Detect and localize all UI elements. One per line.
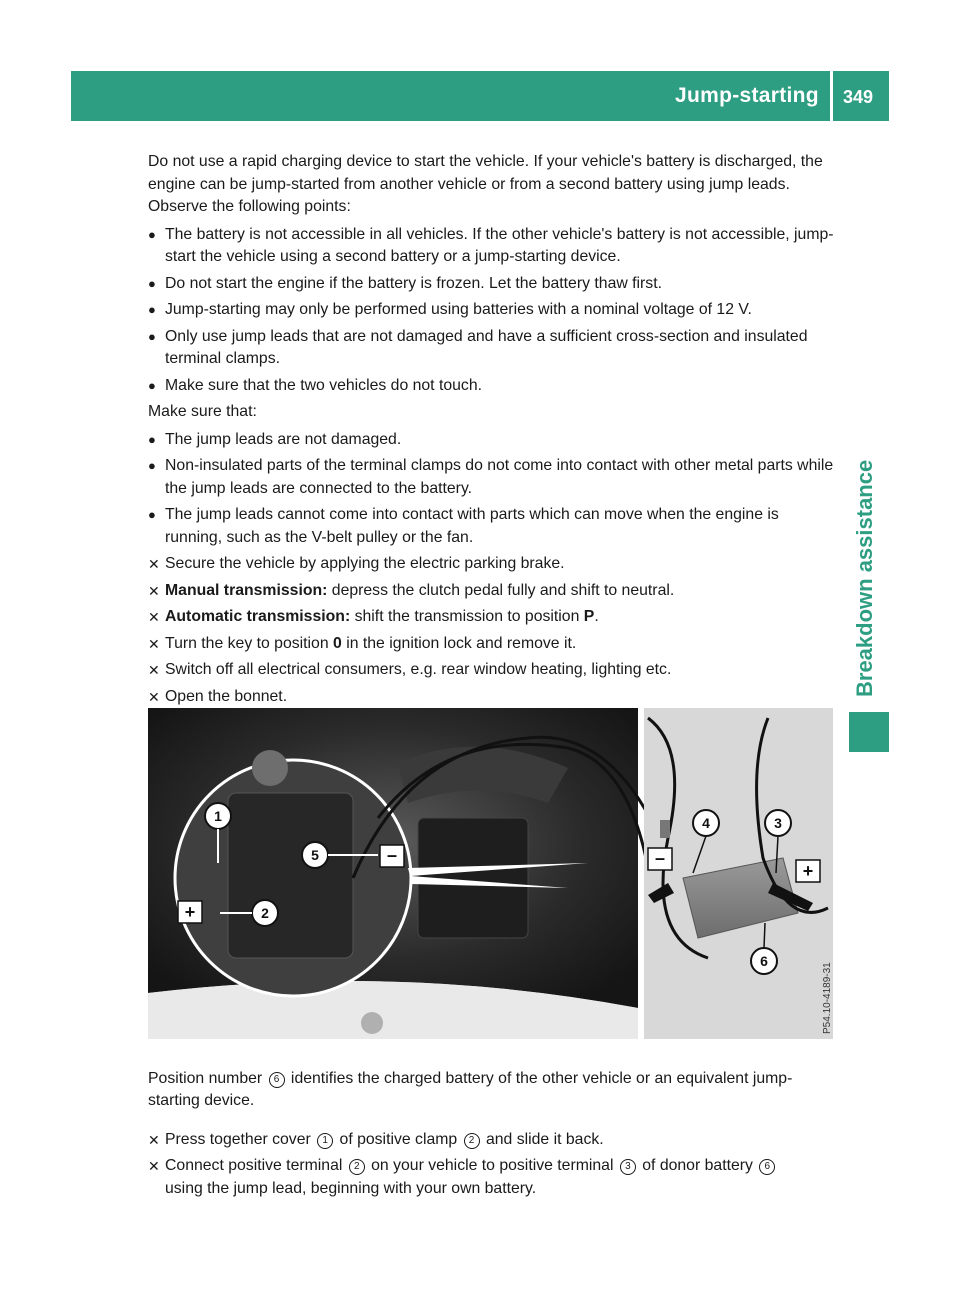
side-section-label: Breakdown assistance <box>852 459 877 697</box>
action-marker: ✕ <box>148 1158 160 1175</box>
list-item: ● The jump leads are not damaged. <box>148 429 838 452</box>
page-number: 349 <box>843 87 874 107</box>
svg-text:6: 6 <box>760 953 768 969</box>
svg-text:+: + <box>802 861 814 881</box>
action-step: ✕ Manual transmission: depress the clutch pedal fully and shift to neutral. <box>148 580 838 603</box>
svg-text:1: 1 <box>214 808 222 824</box>
svg-text:5: 5 <box>311 847 319 863</box>
make-sure-paragraph: Make sure that: <box>148 403 257 420</box>
figure-code: P54.10-4189-31 <box>822 962 833 1034</box>
action-marker: ✕ <box>148 582 160 599</box>
action-step: ✕ Press together cover 1 of positive clamp 2 and slide it back. <box>148 1129 838 1152</box>
action-marker: ✕ <box>148 609 160 625</box>
page-header-title: Jump-starting <box>675 84 819 107</box>
illustration-svg <box>148 708 833 1039</box>
list-item: ● Make sure that the two vehicles do not touch. <box>148 375 838 398</box>
action-step: ✕ Switch off all electrical consumers, e.g. rear window heating, lighting etc. <box>148 659 838 682</box>
emblem <box>361 1012 383 1034</box>
action-list <box>148 553 838 708</box>
side-tab-marker <box>849 712 889 752</box>
list-item: ● The jump leads cannot come into contact with parts which can move when the engine is running, such as the V-belt pulley or the fan. <box>148 506 779 546</box>
lead-clip <box>660 820 670 838</box>
minus-terminal-label-right <box>648 848 672 870</box>
list-item: ● Non-insulated parts of the terminal clamps do not come into contact with other metal parts while the jump leads are connected to the battery. <box>148 457 834 497</box>
svg-text:+: + <box>184 902 196 922</box>
side-section-label-wrapper <box>852 459 880 697</box>
action-marker: ✕ <box>148 662 160 678</box>
bullet-marker: ● <box>148 328 156 344</box>
bullet-marker: ● <box>148 377 156 393</box>
action-step: ✕ Secure the vehicle by applying the electric parking brake. <box>148 553 838 576</box>
svg-text:4: 4 <box>702 815 710 831</box>
callout-ref-2: 2 <box>464 1133 480 1149</box>
action-marker: ✕ <box>148 1131 160 1148</box>
bullet-marker: ● <box>148 458 156 473</box>
action-marker: ✕ <box>148 688 160 705</box>
callout-ref-6: 6 <box>269 1072 285 1088</box>
bullet-marker: ● <box>148 302 156 317</box>
callout-ref-2: 2 <box>349 1159 365 1175</box>
action-marker: ✕ <box>148 635 160 652</box>
svg-text:–: – <box>386 845 398 865</box>
callout-ref-3: 3 <box>620 1159 636 1175</box>
action-step: ✕ Open the bonnet. <box>148 686 838 709</box>
callout-ref-6: 6 <box>759 1159 775 1175</box>
bullet-list-1 <box>148 224 838 398</box>
list-item: ● Do not start the engine if the battery is frozen. Let the battery thaw first. <box>148 273 838 296</box>
action-marker: ✕ <box>148 556 160 572</box>
action-step: ✕ Turn the key to position 0 in the ignition lock and remove it. <box>148 633 838 656</box>
callout-ref-1: 1 <box>317 1133 333 1149</box>
plus-terminal-label-left <box>178 901 202 923</box>
action-step: ✕ Automatic transmission: shift the transmission to position P. <box>148 606 838 629</box>
svg-text:–: – <box>654 848 666 868</box>
bullet-list-2 <box>148 429 838 550</box>
bullet-marker: ● <box>148 275 156 291</box>
list-item: ● The battery is not accessible in all vehicles. If the other vehicle's battery is not accessible, jump-start the vehicle using a second battery or a jump-starting device. <box>148 225 834 265</box>
svg-text:3: 3 <box>774 815 782 831</box>
list-item: ● Jump-starting may only be performed using batteries with a nominal voltage of 12 V. <box>148 299 838 322</box>
list-item: ● Only use jump leads that are not damaged and have a sufficient cross-section and insulated terminal clamps. <box>148 327 808 367</box>
svg-text:2: 2 <box>261 905 269 921</box>
bullet-marker: ● <box>148 431 156 447</box>
bullet-marker: ● <box>148 507 156 522</box>
bullet-marker: ● <box>148 226 156 242</box>
jump-start-illustration <box>148 708 833 1039</box>
action-step: ✕ Connect positive terminal 2 on your vehicle to positive terminal 3 of donor battery 6 using the jump lead, beginning with your own battery. <box>148 1155 838 1200</box>
header-separator <box>830 71 833 121</box>
position-paragraph: Position number 6 identifies the charged battery of the other vehicle or an equivalent jump-starting device. <box>148 1069 793 1110</box>
post-figure-content <box>148 1052 838 1204</box>
strut-top <box>252 750 288 786</box>
minus-terminal-label-left <box>380 845 404 867</box>
intro-paragraph: Do not use a rapid charging device to start the vehicle. If your vehicle's battery is discharged, the engine can be jump-started from another vehicle or from a second battery using jump leads. Observe the following points: <box>148 153 823 215</box>
battery-cover <box>228 793 353 958</box>
plus-terminal-label-right <box>796 860 820 882</box>
main-content <box>148 151 838 712</box>
